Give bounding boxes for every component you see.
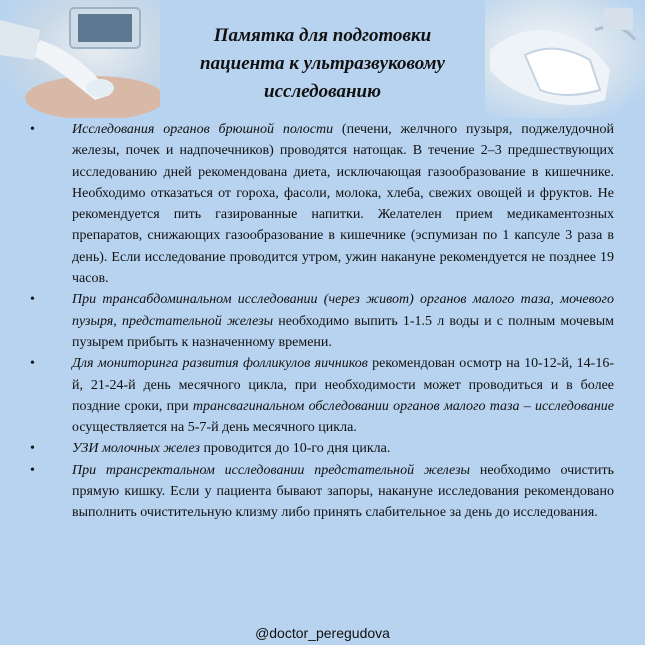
item-emphasis: При трансректальном исследовании предстательной железы [72,462,471,478]
bullet-icon: • [30,462,35,478]
bullet-icon: • [30,356,35,372]
bullet-icon: • [30,292,35,308]
item-text: необходимо выпить 1-1.5 л воды и с полным мочевым пузырем прибыть к назначенному времени. [72,313,614,350]
item-text: рекомендован осмотр на 10-12-й, 14-16-й, 21-24-й день месячного цикла, при необходимости может проводиться и в более поздние сроки, при [72,356,615,414]
item-emphasis: При трансабдоминальном исследовании (через живот) органов малого таза, мочевого пузыря, предстательной железы [72,292,614,329]
page-title [160,22,485,106]
instructions-list [30,119,614,524]
bullet-icon: • [30,122,35,137]
item-emphasis: Для мониторинга развития фолликулов яичников [72,356,368,372]
ultrasound-exam-photo-icon [0,0,160,118]
list-item [30,460,614,524]
title-line: исследованию [264,81,381,102]
ultrasound-probe-photo-icon [485,0,645,118]
list-item [30,438,614,459]
item-emphasis: трансвагинальном обследовании органов малого таза – исследование [192,398,614,414]
item-emphasis: Исследования органов брюшной полости [72,122,334,137]
list-item [30,353,614,438]
list-item [30,119,614,289]
ultrasound-probe-photo [485,0,645,118]
title-line: пациента к ультразвуковому [200,53,445,74]
item-text: осуществляется на 5-7-й день месячного цикла. [72,420,357,436]
title-line: Памятка для подготовки [213,25,432,46]
ultrasound-exam-photo [0,0,160,118]
item-text: необходимо очистить прямую кишку. Если у пациента бывают запоры, накануне исследования рекомендовано выполнить очистительную клизму либо принять слабительное за день до исследования. [72,462,614,521]
item-emphasis: УЗИ молочных желез [72,441,200,457]
list-item [30,289,614,353]
bullet-icon: • [30,441,35,457]
item-text: (печени, желчного пузыря, поджелудочной железы, почек и надпочечников) проводятся натощак. В течение 2–3 предшествующих исследованию дней рекомендована диета, исключающая газообразование в кишечнике. Необходимо отказаться от гороха, фасоли, молока, хлеба, свежих овощей и фруктов. Не рекомендуется пить газированные напитки. Желателен прием медикаментозных препаратов, снижающих газообразование в кишечнике (эспумизан по 1 капсуле 3 раза в день). Если исследование проводится утром, ужин накануне рекомендуется не позднее 19 часов. [72,122,614,287]
author-handle: @doctor_peregudova [255,625,390,641]
item-text: проводится до 10-го дня цикла. [199,441,391,457]
